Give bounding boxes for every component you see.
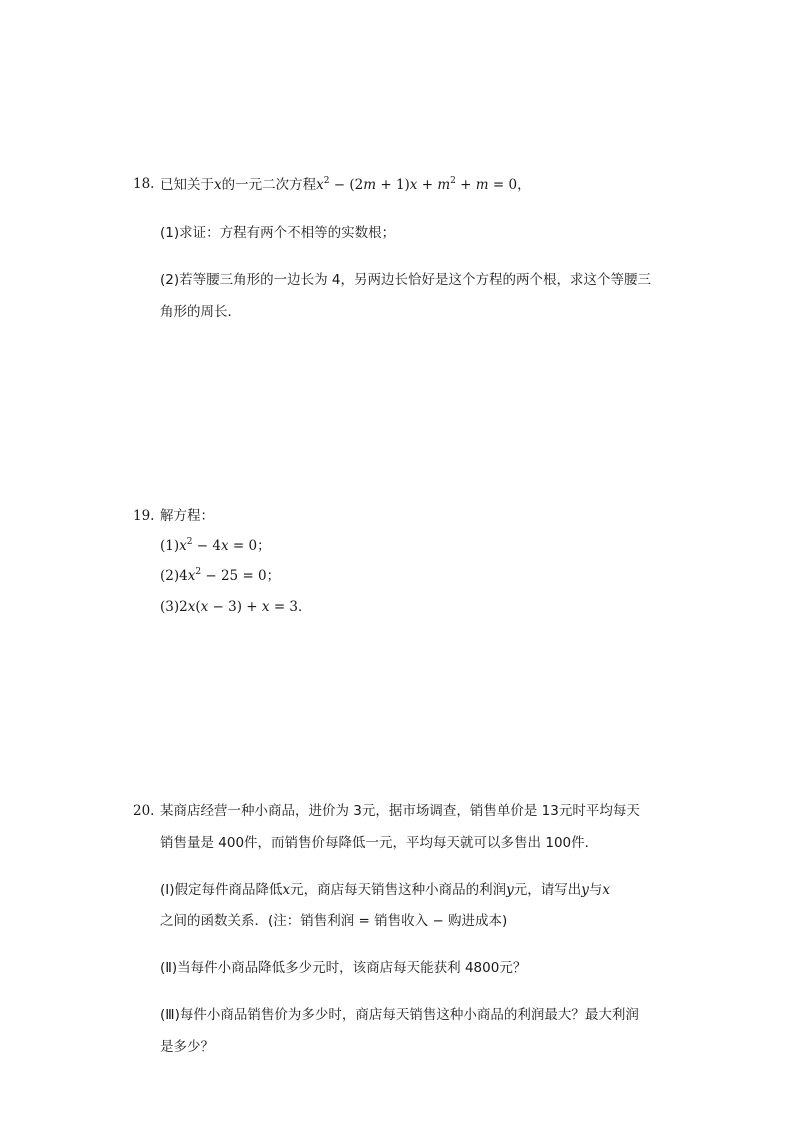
eq-term: 4 (179, 568, 188, 584)
stem-end: ， (517, 177, 531, 193)
eq-term: = 0 (488, 177, 518, 193)
equation-2 (160, 566, 280, 586)
eq-exponent: 2 (186, 537, 193, 547)
eq-exponent: 2 (323, 176, 330, 186)
part-2-line-2: 角形的周长． (160, 304, 241, 320)
part-text: 元，请写出 (513, 882, 582, 898)
eq-term: x (200, 599, 209, 615)
part-text: 元，商店每天销售这种小商品的利润 (290, 882, 507, 898)
part-2-line-1: (2)若等腰三角形的一边长为 4，另两边长恰好是这个方程的两个根，求这个等腰三 (160, 272, 652, 288)
eq-term: − 25 = 0 (201, 568, 267, 584)
eq-end: ． (298, 599, 312, 615)
eq-term: + (417, 177, 438, 193)
part-3-line-2: 是多少？ (160, 1039, 214, 1055)
eq-term: 2 (179, 599, 188, 615)
eq-term: − 4 (192, 538, 221, 554)
equation-3 (160, 597, 312, 617)
part-3-line-1: (Ⅲ)每件小商品销售价为多少时，商店每天销售这种小商品的利润最大？最大利润 (160, 1007, 639, 1023)
question-stem-line-1: 某商店经营一种小商品，进价为 3元，据市场调查，销售单价是 13元时平均每天 (160, 803, 640, 819)
eq-term: x (220, 538, 229, 554)
eq-label: (3) (160, 599, 180, 615)
eq-exponent: 2 (450, 176, 456, 186)
part-1-line-1 (160, 880, 610, 900)
eq-term: = 0 (228, 538, 258, 554)
var-x: x (602, 882, 611, 898)
part-text: 与 (588, 882, 603, 898)
part-1-line-2: 之间的函数关系．(注：销售利润 = 销售收入 − 购进成本) (160, 913, 508, 929)
question-stem: 解方程： (160, 508, 214, 524)
part-text: (Ⅰ)假定每件商品降低 (160, 882, 283, 898)
eq-term: m (437, 177, 451, 193)
part-1: (1)求证：方程有两个不相等的实数根； (160, 225, 396, 241)
stem-prefix: 已知关于 (160, 177, 214, 193)
eq-term: x (187, 599, 196, 615)
question-stem-line-2: 销售量是 400件，而销售价每降低一元，平均每天就可以多售出 100件． (160, 835, 599, 851)
stem-mid: 的一元二次方程 (221, 177, 317, 193)
var-y: y (581, 882, 589, 898)
eq-term: m (475, 177, 489, 193)
question-number: 18. (133, 176, 155, 192)
eq-term: x (187, 568, 196, 584)
eq-end: ； (257, 538, 271, 554)
part-2: (Ⅱ)当每件小商品降低多少元时，该商店每天能获利 4800元？ (160, 960, 527, 976)
eq-label: (1) (160, 538, 180, 554)
eq-term: − 3) + (208, 599, 262, 615)
eq-term: m (363, 177, 377, 193)
eq-term: x (261, 599, 270, 615)
eq-term: − (2 (329, 177, 364, 193)
eq-exponent: 2 (195, 567, 202, 577)
eq-term: ( (195, 599, 201, 615)
eq-term: x (179, 538, 187, 554)
eq-term: = 3 (269, 599, 299, 615)
question-number: 19. (133, 508, 155, 524)
eq-term: x (409, 177, 418, 193)
var-x: x (282, 882, 291, 898)
eq-term: + (455, 177, 476, 193)
quadratic-equation (316, 177, 517, 193)
stem-variable: x (214, 177, 222, 193)
question-stem (160, 175, 531, 195)
eq-label: (2) (160, 568, 180, 584)
equation-1 (160, 536, 271, 556)
eq-end: ； (266, 568, 281, 584)
var-y: y (506, 882, 514, 898)
eq-term: + 1) (376, 177, 410, 193)
eq-term: x (316, 177, 324, 193)
question-number: 20. (133, 803, 155, 819)
